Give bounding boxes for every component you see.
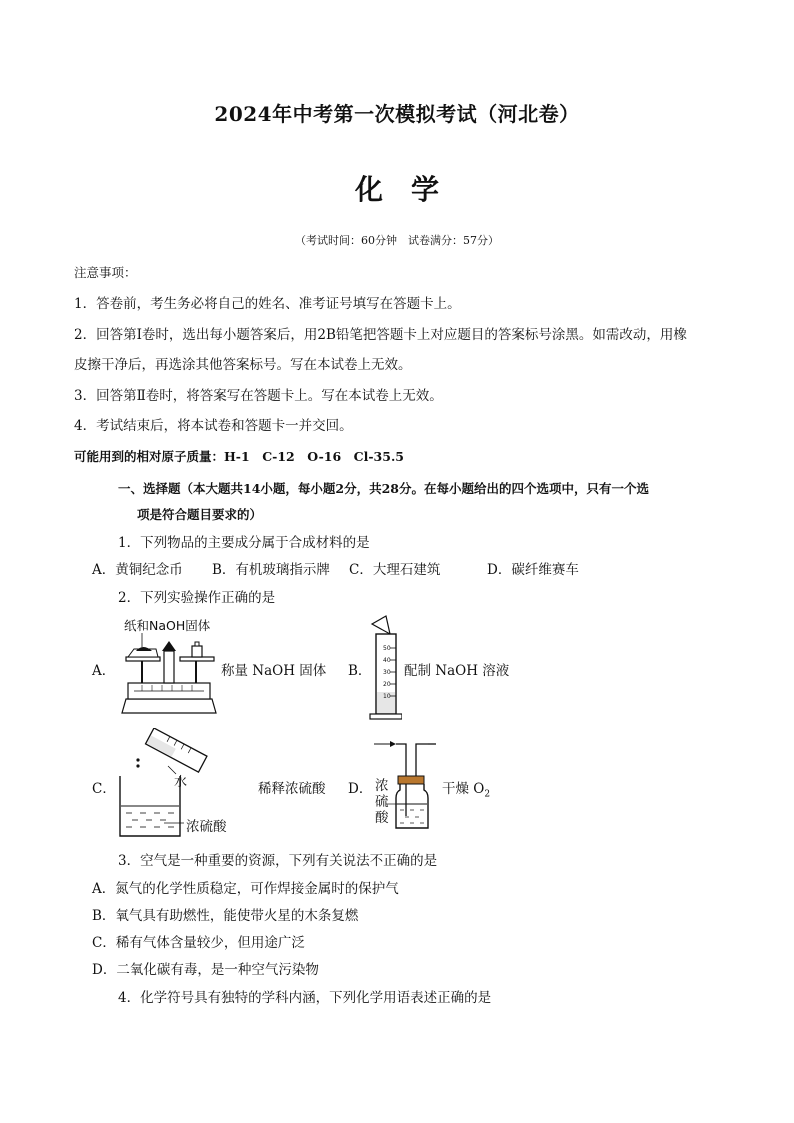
cylinder-tick-label: 20 [383, 681, 391, 688]
notice-item: 4．考试结束后，将本试卷和答题卡一并交回。 [74, 418, 353, 434]
atomic-masses: 可能用到的相对原子质量：H-1 C-12 O-16 Cl-35.5 [74, 449, 404, 464]
q2-option-b-caption: 配制 NaOH 溶液 [404, 663, 510, 679]
water-label: 水 [174, 775, 188, 790]
q2-option-a-caption: 称量 NaOH 固体 [221, 663, 327, 679]
q2-option-c-acid-label: 浓硫酸 [186, 819, 227, 835]
cylinder-illustration [366, 612, 402, 722]
cylinder-tick-label: 40 [383, 657, 391, 664]
notice-item: 2．回答第Ⅰ卷时，选出每小题答案后，用2B铅笔把答题卡上对应题目的答案标号涂黑。如需改动，用橡 [74, 327, 687, 343]
notice-item: 1．答卷前，考生务必将自己的姓名、准考证号填写在答题卡上。 [74, 296, 461, 312]
balance-illustration [112, 613, 222, 717]
q3-stem: 3．空气是一种重要的资源，下列有关说法不正确的是 [118, 853, 438, 869]
cylinder-tick-label: 30 [383, 669, 391, 676]
q3-option-d: D．二氧化碳有毒，是一种空气污染物 [92, 962, 319, 978]
exam-title: 2024年中考第一次模拟考试（河北卷） [214, 102, 580, 126]
notice-heading: 注意事项： [74, 265, 137, 280]
notice-item: 3．回答第Ⅱ卷时，将答案写在答题卡上。写在本试卷上无效。 [74, 388, 443, 404]
section-heading: 一、选择题（本大题共14小题，每小题2分，共28分。在每小题给出的四个选项中，只有一个选 [118, 481, 649, 496]
cylinder-tick-label: 10 [383, 693, 391, 700]
q1-option-d: D．碳纤维赛车 [487, 562, 579, 578]
q3-option-a: A．氮气的化学性质稳定，可作焊接金属时的保护气 [92, 881, 399, 897]
q2-option-b-letter: B． [348, 663, 372, 679]
q2-option-d-letter: D． [348, 781, 373, 797]
section-heading-cont: 项是符合题目要求的） [137, 507, 263, 522]
q3-option-c: C．稀有气体含量较少，但用途广泛 [92, 935, 305, 951]
balance-top-label: 纸和NaOH固体 [124, 618, 211, 633]
q2-option-d-side-label: 浓 硫 酸 [375, 778, 389, 826]
q2-stem: 2．下列实验操作正确的是 [118, 590, 276, 606]
q4-stem: 4．化学符号具有独特的学科内涵，下列化学用语表述正确的是 [118, 990, 492, 1006]
q2-option-c-letter: C． [92, 781, 116, 797]
q1-option-a: A．黄铜纪念币 [92, 562, 183, 578]
q2-option-c-caption: 稀释浓硫酸 [258, 781, 326, 797]
subject-title: 化 学 [354, 173, 439, 206]
exam-info: （考试时间：60分钟 试卷满分：57分） [295, 234, 499, 247]
q2-option-a-letter: A． [92, 663, 116, 679]
notice-item: 皮擦干净后，再选涂其他答案标号。写在本试卷上无效。 [74, 357, 412, 373]
q1-option-b: B．有机玻璃指示牌 [212, 562, 330, 578]
q3-option-b: B．氧气具有助燃性，能使带火星的木条复燃 [92, 908, 359, 924]
q1-stem: 1．下列物品的主要成分属于合成材料的是 [118, 535, 370, 551]
cylinder-tick-label: 50 [383, 645, 391, 652]
q2-option-d-caption: 干燥 $O_2$ [442, 781, 491, 800]
q1-option-c: C．大理石建筑 [349, 562, 441, 578]
